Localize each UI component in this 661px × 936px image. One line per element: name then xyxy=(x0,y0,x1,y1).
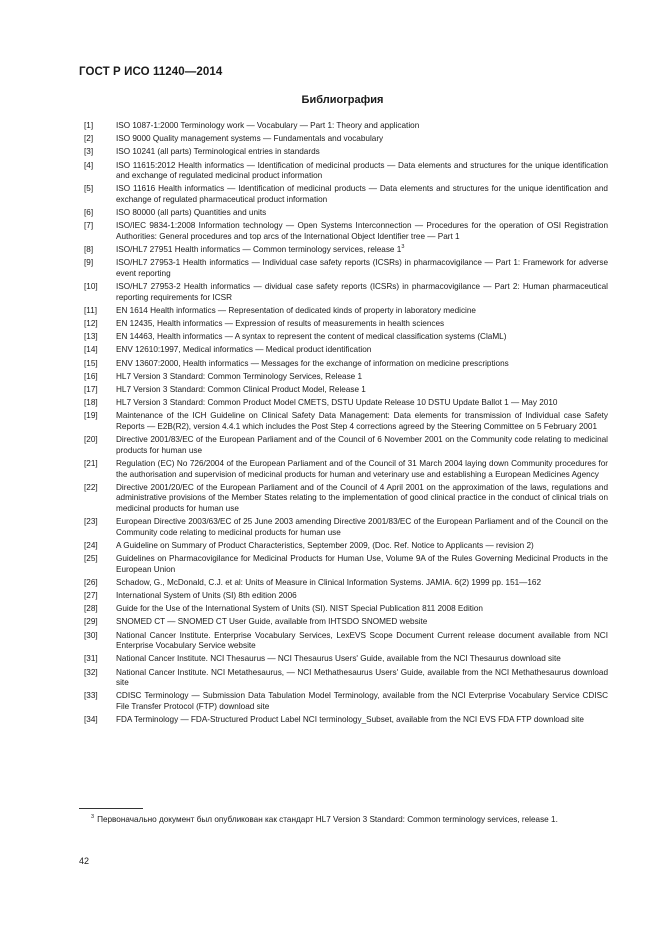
reference-item xyxy=(84,134,608,145)
reference-text-body: Regulation (EC) No 726/2004 of the European Parliament and of the Council of 31 March 2004 laying down Community procedures for the authorisation and supervision of medicinal products for human and veterinary use and establishing a European Medicines Agency xyxy=(116,458,608,479)
reference-text xyxy=(116,591,608,602)
reference-number: [6] xyxy=(84,208,94,218)
reference-item xyxy=(84,306,608,317)
reference-text-body: National Cancer Institute. NCI Thesaurus — NCI Thesaurus Users' Guide, available from the NCI Thesaurus download site xyxy=(116,654,561,664)
reference-text-body: ISO/HL7 27953-1 Health informatics — Individual case safety reports (ICSRs) in pharmacovigilance — Part 1: Framework for adverse event reporting xyxy=(116,258,608,278)
reference-number: [27] xyxy=(84,591,98,600)
reference-number: [26] xyxy=(84,577,98,587)
reference-item xyxy=(84,578,608,589)
reference-number: [1] xyxy=(84,121,94,130)
reference-text xyxy=(116,398,608,409)
reference-number: [14] xyxy=(84,345,98,355)
reference-text-body: HL7 Version 3 Standard: Common Product Model CMETS, DSTU Update Release 10 DSTU Update Ballot 1 — May 2010 xyxy=(116,398,558,408)
reference-number: [17] xyxy=(84,384,98,394)
reference-item xyxy=(84,398,608,409)
reference-text-body: ISO 80000 (all parts) Quantities and units xyxy=(116,208,267,218)
reference-item xyxy=(84,517,608,538)
reference-number: [23] xyxy=(84,517,98,527)
reference-item xyxy=(84,459,608,480)
reference-text-body: Directive 2001/20/EC of the European Parliament and of the Council of 4 April 2001 on the approximation of the laws, regulations and administrative provisions of the Member States relating to the implementation of good clinical practice in the conduct of clinical trials on medicinal products for human use xyxy=(116,482,608,513)
reference-text-body: ISO 9000 Quality management systems — Fundamentals and vocabulary xyxy=(116,134,384,144)
reference-text-body: SNOMED CT — SNOMED CT User Guide, available from IHTSDO SNOMED website xyxy=(116,617,428,627)
reference-text xyxy=(116,345,608,356)
reference-text xyxy=(116,319,608,330)
reference-text-body: ISO 10241 (all parts) Terminological entries in standards xyxy=(116,147,320,157)
reference-number: [33] xyxy=(84,691,98,701)
reference-text-body: ISO 11615:2012 Health informatics — Identification of medicinal products — Data elements and structures for the unique identification and exchange of regulated medicinal product information xyxy=(116,160,608,181)
reference-item xyxy=(84,147,608,158)
reference-number: [31] xyxy=(84,654,98,664)
reference-item xyxy=(84,121,608,132)
reference-item xyxy=(84,435,608,456)
reference-text xyxy=(116,184,608,205)
reference-text xyxy=(116,541,608,552)
reference-text xyxy=(116,554,608,575)
reference-text xyxy=(116,161,608,182)
reference-text-body: ISO/HL7 27953-2 Health informatics — dividual case safety reports (ICSRs) in pharmacovigilance — Part 2: Human pharmaceutical reporting requirements for ICSR xyxy=(116,282,608,302)
reference-number: [30] xyxy=(84,630,98,640)
reference-text xyxy=(116,208,608,219)
reference-text-body: FDA Terminology — FDA-Structured Product Label NCI terminology_Subset, available from the NCI EVS FDA FTP download site xyxy=(116,715,584,725)
reference-text-body: Directive 2001/83/EC of the European Parliament and of the Council of 6 November 2001 on the Community code relating to medicinal products for human use xyxy=(116,435,608,455)
reference-text-body: Schadow, G., McDonald, C.J. et al: Units of Measure in Clinical Information Systems. JAMIA. 6(2) 1999 pp. 151—162 xyxy=(116,577,542,587)
reference-item xyxy=(84,359,608,370)
reference-text xyxy=(116,282,608,303)
reference-number: [10] xyxy=(84,282,98,292)
reference-item xyxy=(84,668,608,689)
reference-text-body: Guide for the Use of the International System of Units (SI). NIST Special Publication 811 2008 Edition xyxy=(116,604,483,614)
page-number: 42 xyxy=(79,856,90,866)
reference-number: [18] xyxy=(84,398,98,408)
footnote-reference-marker: 3 xyxy=(401,244,405,251)
reference-text xyxy=(116,691,608,712)
reference-number: [9] xyxy=(84,258,94,268)
reference-number: [2] xyxy=(84,134,94,144)
reference-list xyxy=(84,121,608,728)
reference-number: [4] xyxy=(84,160,94,170)
reference-item xyxy=(84,385,608,396)
footnote-text: Первоначально документ был опубликован как стандарт HL7 Version 3 Standard: Common terminology services, release 1. xyxy=(97,815,558,824)
reference-item xyxy=(84,604,608,615)
reference-number: [29] xyxy=(84,617,98,627)
reference-text-body: EN 12435, Health informatics — Expression of results of measurements in health sciences xyxy=(116,319,445,329)
reference-number: [3] xyxy=(84,147,94,157)
reference-item xyxy=(84,654,608,665)
reference-number: [12] xyxy=(84,319,98,329)
reference-item xyxy=(84,372,608,383)
reference-item xyxy=(84,345,608,356)
reference-number: [5] xyxy=(84,184,94,194)
reference-text-body: ISO 11616 Health informatics — Identification of medicinal products — Data elements and structures for the unique identification and exchange of regulated pharmaceutical product information xyxy=(116,184,608,204)
reference-text-body: National Cancer Institute. Enterprise Vocabulary Services, LexEVS Scope Document Current release document available from NCI Enterprise Vocabulary Service website xyxy=(116,630,608,651)
reference-item xyxy=(84,617,608,628)
reference-text xyxy=(116,668,608,689)
reference-text xyxy=(116,617,608,628)
reference-text-body: International System of Units (SI) 8th edition 2006 xyxy=(116,591,297,600)
reference-text-body: ISO 1087-1:2000 Terminology work — Vocabulary — Part 1: Theory and application xyxy=(116,121,420,130)
reference-text-body: A Guideline on Summary of Product Characteristics, September 2009, (Doc. Ref. Notice to Applicants — revision 2) xyxy=(116,540,534,550)
reference-number: [8] xyxy=(84,245,94,255)
reference-text-body: EN 14463, Health informatics — A syntax to represent the content of medical classification systems (ClaML) xyxy=(116,332,507,342)
reference-text-body: HL7 Version 3 Standard: Common Terminology Services, Release 1 xyxy=(116,371,363,381)
reference-text xyxy=(116,411,608,432)
reference-text xyxy=(116,715,608,726)
reference-text-body: HL7 Version 3 Standard: Common Clinical Product Model, Release 1 xyxy=(116,384,366,394)
reference-text xyxy=(116,332,608,343)
reference-number: [16] xyxy=(84,371,98,381)
reference-text xyxy=(116,631,608,652)
document-header: ГОСТ Р ИСО 11240—2014 xyxy=(79,66,223,78)
reference-text-body: ENV 13607:2000, Health informatics — Messages for the exchange of information on medicine prescriptions xyxy=(116,358,509,368)
reference-number: [34] xyxy=(84,715,98,725)
reference-number: [11] xyxy=(84,305,98,315)
reference-text xyxy=(116,578,608,589)
reference-text xyxy=(116,134,608,145)
reference-item xyxy=(84,245,608,256)
footnote xyxy=(79,814,609,826)
reference-text xyxy=(116,435,608,456)
reference-text-body: National Cancer Institute. NCI Metathesaurus, — NCI Methathesaurus Users' Guide, available from the NCI Methathesaurus download site xyxy=(116,667,608,688)
reference-text xyxy=(116,147,608,158)
reference-item xyxy=(84,221,608,242)
reference-number: [24] xyxy=(84,540,98,550)
reference-text-body: ISO/HL7 27951 Health informatics — Common terminology services, release 1 xyxy=(116,245,402,255)
reference-number: [25] xyxy=(84,554,98,564)
reference-text-body: Maintenance of the ICH Guideline on Clinical Safety Data Management: Data elements for transmission of Individual case Safety Reports — E2B(R2), version 4.4.1 which includes the Post Step 4 corrections agreed by the Steering Committee on 5 February 2001 xyxy=(116,411,608,431)
reference-text xyxy=(116,517,608,538)
reference-item xyxy=(84,554,608,575)
reference-text-body: European Directive 2003/63/EC of 25 June 2003 amending Directive 2001/83/EC of the European Parliament and of the Council on the Community code relating to medicinal products for human use xyxy=(116,517,608,537)
reference-item xyxy=(84,208,608,219)
reference-text-body: CDISC Terminology — Submission Data Tabulation Model Terminology, available from the NCI Evterprise Vocabulary Service CDISC File Transfer Protocol (FTP) download site xyxy=(116,691,608,711)
reference-item xyxy=(84,591,608,602)
reference-number: [28] xyxy=(84,604,98,614)
reference-text xyxy=(116,372,608,383)
reference-text xyxy=(116,258,608,279)
reference-text xyxy=(116,483,608,515)
reference-number: [32] xyxy=(84,667,98,677)
reference-number: [19] xyxy=(84,411,98,421)
reference-text xyxy=(116,459,608,480)
reference-item xyxy=(84,411,608,432)
reference-text-body: Guidelines on Pharmacovigilance for Medicinal Products for Human Use, Volume 9A of the Rules Governing Medicinal Products in the European Union xyxy=(116,554,608,574)
reference-item xyxy=(84,319,608,330)
footnote-divider xyxy=(79,808,143,809)
reference-text xyxy=(116,245,608,256)
reference-number: [21] xyxy=(84,458,98,468)
reference-text-body: ISO/IEC 9834-1:2008 Information technology — Open Systems Interconnection — Procedures for the operation of OSI Registration Authorities: General procedures and top arcs of the International Object Identifier tree — Part 1 xyxy=(116,221,608,241)
reference-item xyxy=(84,691,608,712)
reference-number: [20] xyxy=(84,435,98,445)
reference-item xyxy=(84,715,608,726)
reference-number: [15] xyxy=(84,358,98,368)
reference-item xyxy=(84,631,608,652)
footnote-marker: 3 xyxy=(91,814,95,820)
reference-number: [7] xyxy=(84,221,94,231)
reference-item xyxy=(84,332,608,343)
bibliography-title: Библиография xyxy=(301,94,384,106)
reference-number: [13] xyxy=(84,332,98,342)
reference-text xyxy=(116,306,608,317)
reference-text-body: EN 1614 Health informatics — Representation of dedicated kinds of property in laboratory medicine xyxy=(116,305,476,315)
reference-item xyxy=(84,184,608,205)
reference-text-body: ENV 12610:1997, Medical informatics — Medical product identification xyxy=(116,345,372,355)
reference-item xyxy=(84,161,608,182)
reference-item xyxy=(84,541,608,552)
reference-text xyxy=(116,221,608,242)
reference-item xyxy=(84,282,608,303)
reference-number: [22] xyxy=(84,482,98,492)
reference-text xyxy=(116,359,608,370)
reference-text xyxy=(116,654,608,665)
reference-text xyxy=(116,121,608,132)
reference-item xyxy=(84,483,608,515)
reference-text xyxy=(116,385,608,396)
reference-item xyxy=(84,258,608,279)
reference-text xyxy=(116,604,608,615)
